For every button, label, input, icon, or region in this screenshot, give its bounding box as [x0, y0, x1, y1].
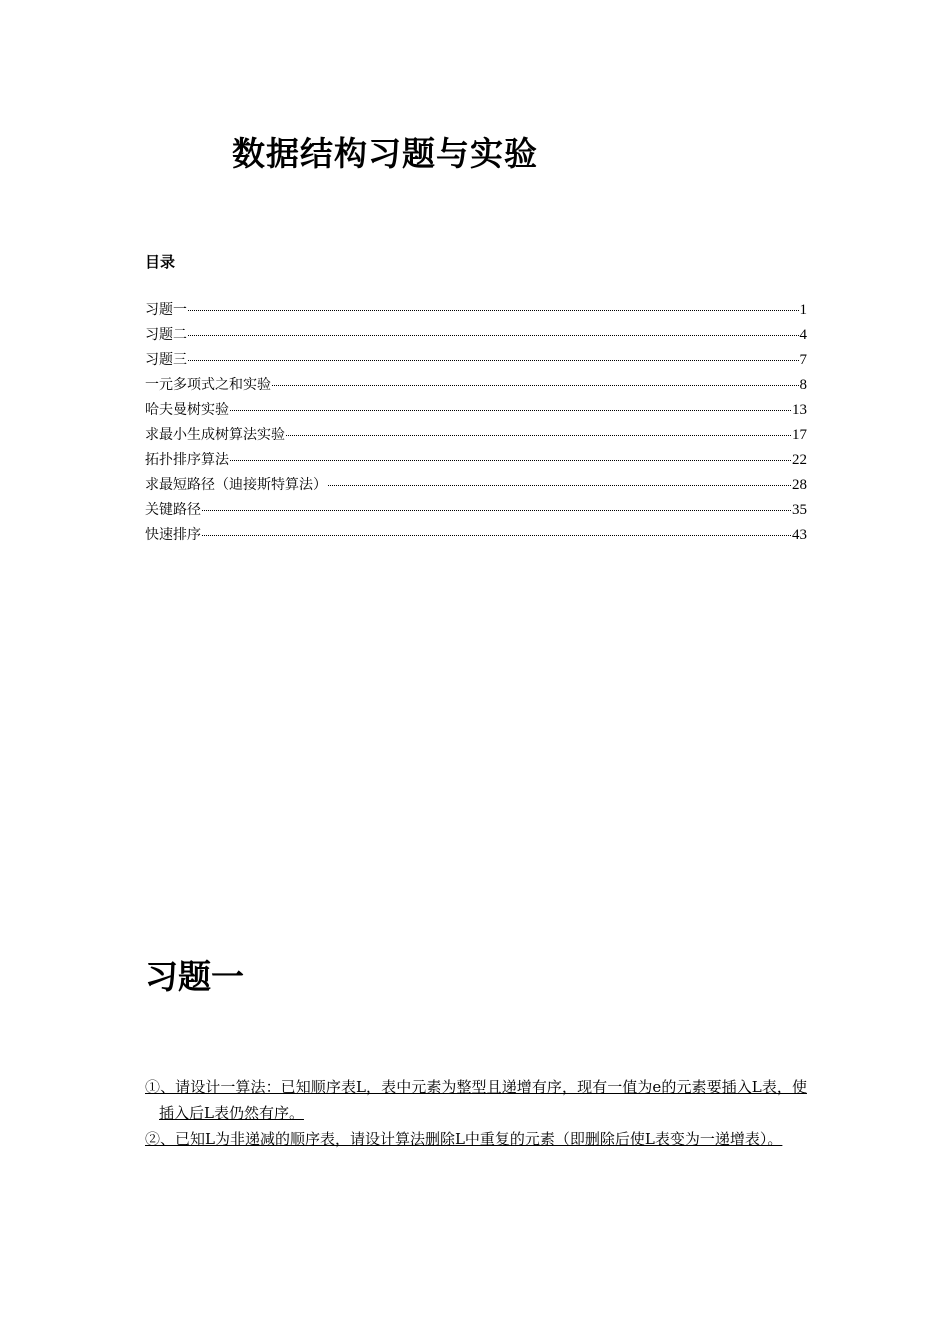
toc-entry[interactable] [145, 375, 807, 400]
toc-entry[interactable] [145, 500, 807, 525]
toc-entry[interactable] [145, 400, 807, 425]
toc-entry[interactable] [145, 525, 807, 550]
toc-entry-page: 35 [792, 502, 807, 518]
table-of-contents [145, 300, 807, 550]
toc-entry-label: 求最小生成树算法实验 [145, 427, 285, 443]
toc-entry[interactable] [145, 450, 807, 475]
toc-dot-leader [230, 410, 791, 411]
toc-entry[interactable] [145, 325, 807, 350]
toc-entry-label: 一元多项式之和实验 [145, 377, 271, 393]
toc-entry-label: 快速排序 [145, 527, 201, 543]
toc-entry-page: 4 [799, 327, 807, 343]
toc-entry-page: 17 [792, 427, 807, 443]
toc-entry-page: 7 [799, 352, 807, 368]
toc-dot-leader [286, 435, 791, 436]
toc-entry-label: 习题一 [145, 302, 187, 318]
toc-entry[interactable] [145, 475, 807, 500]
toc-entry-label: 习题二 [145, 327, 187, 343]
toc-entry-label: 拓扑排序算法 [145, 452, 229, 468]
toc-dot-leader [202, 535, 791, 536]
exercise-item: ①、请设计一算法：已知顺序表L，表中元素为整型且递增有序，现有一值为e的元素要插入L表，使插入后L表仍然有序。 [145, 1078, 807, 1122]
toc-entry-label: 求最短路径（迪接斯特算法） [145, 477, 327, 493]
toc-entry-page: 22 [792, 452, 807, 468]
toc-entry-page: 28 [792, 477, 807, 493]
section-heading: 习题一 [145, 957, 244, 996]
toc-dot-leader [328, 485, 791, 486]
toc-entry-page: 13 [792, 402, 807, 418]
toc-entry[interactable] [145, 350, 807, 375]
toc-entry-page: 1 [799, 302, 807, 318]
toc-dot-leader [188, 335, 799, 336]
exercise-item: ②、已知L为非递减的顺序表，请设计算法删除L中重复的元素（即删除后使L表变为一递增表）。 [145, 1130, 783, 1148]
toc-entry-page: 8 [799, 377, 807, 393]
toc-dot-leader [272, 385, 799, 386]
toc-entry[interactable] [145, 300, 807, 325]
toc-entry[interactable] [145, 425, 807, 450]
toc-entry-label: 习题三 [145, 352, 187, 368]
toc-entry-page: 43 [792, 527, 807, 543]
toc-dot-leader [188, 310, 799, 311]
toc-dot-leader [202, 510, 791, 511]
toc-entry-label: 关键路径 [145, 502, 201, 518]
toc-dot-leader [230, 460, 791, 461]
toc-entry-label: 哈夫曼树实验 [145, 402, 229, 418]
document-title: 数据结构习题与实验 [232, 134, 538, 173]
exercise-list [145, 1074, 807, 1152]
toc-dot-leader [188, 360, 799, 361]
toc-heading: 目录 [145, 253, 176, 271]
